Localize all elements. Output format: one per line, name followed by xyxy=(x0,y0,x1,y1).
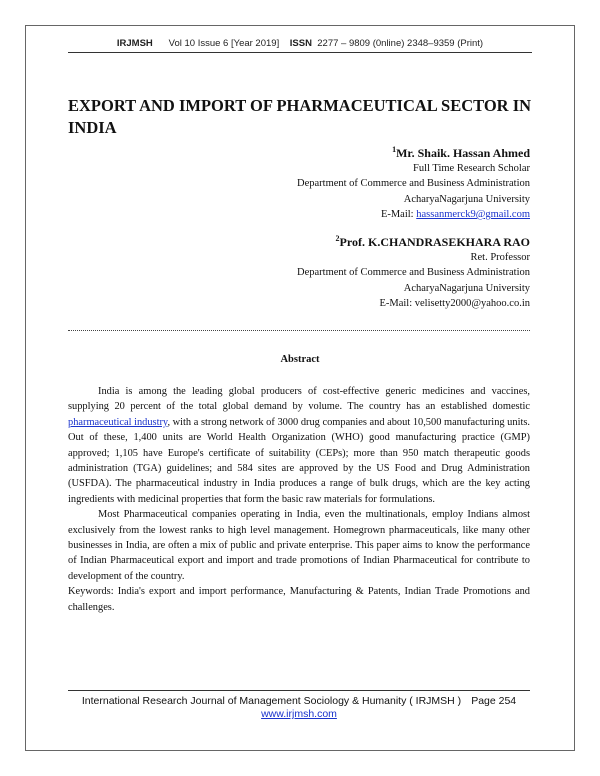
author-1-email-line: E-Mail: hassanmerck9@gmail.com xyxy=(380,208,530,220)
author-2-email-line: E-Mail: velisetty2000@yahoo.co.in xyxy=(379,298,530,310)
author-1-email-link[interactable]: hassanmerck9@gmail.com xyxy=(416,208,530,220)
issn-label: ISSN xyxy=(289,38,312,49)
author-2 xyxy=(130,231,530,311)
running-header xyxy=(0,38,600,49)
author-2-name: $^2$Prof. K.CHANDRASEKHARA RAO xyxy=(335,234,530,250)
author-2-email: velisetty2000@yahoo.co.in xyxy=(414,298,530,310)
journal-abbrev: IRJMSH xyxy=(116,38,153,49)
header-rule xyxy=(68,52,532,53)
author-2-dept: Department of Commerce and Business Administration xyxy=(297,267,530,279)
footer-rule xyxy=(68,690,530,691)
abstract-paragraph-1: India is among the leading global producers of cost-effective generic medicines and vaccines, supplying 20 percent of the total global demand by volume. The country has an established domestic pharmaceutical industry, with a strong network of 3000 drug companies and about 10,500 manufacturing units. Out of these, 1,400 units are World Health Organization (WHO) good manufacturing practice (GMP) approved; 1,105 have Europe's certificate of suitability (CEPs); more than 950 match therapeutic goods administration (TGA) guidelines; and 584 sites are approved by the US Food and Drug Administration (USFDA). The pharmaceutical industry in India produces a range of bulk drugs, which are the key acting ingredients with medicinal properties that form the basic raw materials for formulations. xyxy=(68,386,530,505)
author-1-dept: Department of Commerce and Business Administration xyxy=(297,178,530,190)
author-block xyxy=(130,142,530,311)
abstract-paragraph-2: Most Pharmaceutical companies operating in India, even the multinationals, employ Indians almost exclusively from the lowest ranks to high level management. Homegrown pharmaceuticals, like many other businesses in India, are often a mix of public and private enterprise. This paper aims to know the performance of Indian Pharmaceutical export and import and trade promotions of Indian Pharmaceutical for contribute to development of the country. xyxy=(68,509,530,582)
page-footer xyxy=(68,690,530,721)
dotted-separator xyxy=(68,330,530,331)
author-1-role: Full Time Research Scholar xyxy=(413,163,530,174)
footer-line xyxy=(68,695,530,708)
author-2-role: Ret. Professor xyxy=(470,252,530,264)
keywords: Keywords: India's export and import performance, Manufacturing & Patents, Indian Trade Promotions and challenges. xyxy=(68,586,530,613)
page-number: Page 254 xyxy=(471,695,517,707)
abstract-body xyxy=(68,384,530,615)
pharma-industry-link[interactable]: pharmaceutical industry xyxy=(68,416,168,428)
author-1-university: AcharyaNagarjuna University xyxy=(403,193,530,205)
volume-info: Vol 10 Issue 6 [Year 2019] xyxy=(168,38,280,49)
author-1-name: $^1$Mr. Shaik. Hassan Ahmed xyxy=(392,145,530,160)
issn-value: 2277 – 9809 (0nline) 2348–9359 (Print) xyxy=(317,38,484,49)
abstract-heading: Abstract xyxy=(280,354,320,365)
author-2-university: AcharyaNagarjuna University xyxy=(403,282,530,294)
author-1 xyxy=(130,142,530,222)
paper-title: EXPORT AND IMPORT OF PHARMACEUTICAL SECTOR IN INDIA xyxy=(68,96,532,137)
footer-url-link[interactable]: www.irjmsh.com xyxy=(261,708,337,720)
footer-journal: International Research Journal of Management Sociology & Humanity ( IRJMSH ) xyxy=(81,695,462,707)
